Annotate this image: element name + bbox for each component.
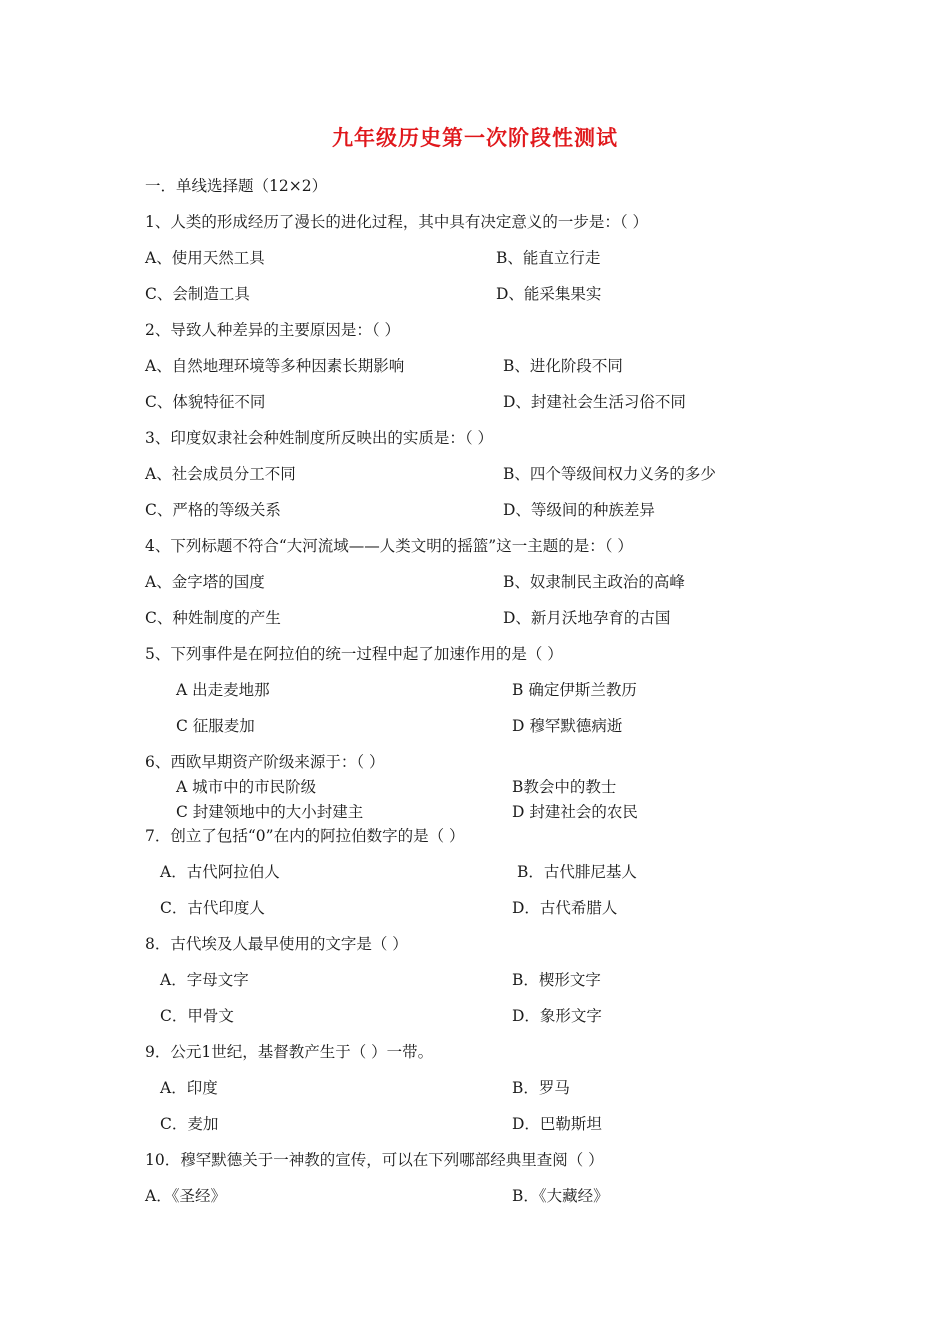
question-8-option-d: D．象形文字 bbox=[512, 1007, 602, 1025]
question-2-stem: 2、导致人种差异的主要原因是：（ ） bbox=[145, 321, 401, 339]
question-4-stem: 4、下列标题不符合“大河流域——人类文明的摇篮”这一主题的是：（ ） bbox=[145, 537, 633, 555]
question-4-option-a: A、金字塔的国度 bbox=[145, 573, 265, 591]
question-8-option-a: A．字母文字 bbox=[160, 971, 249, 989]
question-1-option-d: D、能采集果实 bbox=[496, 285, 602, 303]
question-4-option-c: C、种姓制度的产生 bbox=[145, 609, 281, 627]
question-6-option-c: C 封建领地中的大小封建主 bbox=[176, 803, 364, 821]
question-1-stem: 1、人类的形成经历了漫长的进化过程，其中具有决定意义的一步是：（ ） bbox=[145, 213, 649, 231]
question-3-option-b: B、四个等级间权力义务的多少 bbox=[503, 465, 716, 483]
question-7-option-d: D．古代希腊人 bbox=[512, 899, 618, 917]
question-6-option-d: D 封建社会的农民 bbox=[512, 803, 638, 821]
section-heading: 一．单线选择题（12×2） bbox=[145, 177, 328, 195]
question-2-option-d: D、封建社会生活习俗不同 bbox=[503, 393, 686, 411]
question-5-option-d: D 穆罕默德病逝 bbox=[512, 717, 623, 735]
question-6-option-a: A 城市中的市民阶级 bbox=[176, 778, 317, 796]
question-3-option-a: A、社会成员分工不同 bbox=[145, 465, 296, 483]
question-2-option-b: B、进化阶段不同 bbox=[503, 357, 623, 375]
question-7-option-b: B．古代腓尼基人 bbox=[517, 863, 637, 881]
question-9-option-b: B．罗马 bbox=[512, 1079, 570, 1097]
question-5-option-b: B 确定伊斯兰教历 bbox=[512, 681, 637, 699]
question-9-stem: 9．公元1世纪，基督教产生于（ ）一带。 bbox=[145, 1043, 434, 1061]
question-7-stem: 7．创立了包括“0”在内的阿拉伯数字的是（ ） bbox=[145, 827, 465, 845]
question-9-option-c: C．麦加 bbox=[160, 1115, 219, 1133]
question-9-option-a: A．印度 bbox=[160, 1079, 218, 1097]
question-9-option-d: D．巴勒斯坦 bbox=[512, 1115, 602, 1133]
question-4-option-b: B、奴隶制民主政治的高峰 bbox=[503, 573, 685, 591]
question-10-option-b: B．《大藏经》 bbox=[512, 1187, 609, 1205]
question-7-option-c: C．古代印度人 bbox=[160, 899, 265, 917]
question-1-option-b: B、能直立行走 bbox=[496, 249, 601, 267]
question-5-option-c: C 征服麦加 bbox=[176, 717, 255, 735]
question-4-option-d: D、新月沃地孕育的古国 bbox=[503, 609, 671, 627]
question-1-option-c: C、会制造工具 bbox=[145, 285, 250, 303]
question-8-option-b: B．楔形文字 bbox=[512, 971, 601, 989]
question-3-option-c: C、严格的等级关系 bbox=[145, 501, 281, 519]
question-10-stem: 10．穆罕默德关于一神教的宣传，可以在下列哪部经典里查阅（ ） bbox=[145, 1151, 604, 1169]
question-6-stem: 6、西欧早期资产阶级来源于：（ ） bbox=[145, 753, 385, 771]
question-6-option-b: B教会中的教士 bbox=[512, 778, 617, 796]
question-2-option-c: C、体貌特征不同 bbox=[145, 393, 266, 411]
question-3-option-d: D、等级间的种族差异 bbox=[503, 501, 655, 519]
question-2-option-a: A、自然地理环境等多种因素长期影响 bbox=[145, 357, 405, 375]
question-7-option-a: A．古代阿拉伯人 bbox=[160, 863, 280, 881]
question-5-stem: 5、下列事件是在阿拉伯的统一过程中起了加速作用的是（ ） bbox=[145, 645, 563, 663]
question-8-stem: 8．古代埃及人最早使用的文字是（ ） bbox=[145, 935, 408, 953]
question-8-option-c: C．甲骨文 bbox=[160, 1007, 234, 1025]
question-3-stem: 3、印度奴隶社会种姓制度所反映出的实质是：（ ） bbox=[145, 429, 494, 447]
question-5-option-a: A 出走麦地那 bbox=[176, 681, 270, 699]
question-1-option-a: A、使用天然工具 bbox=[145, 249, 265, 267]
question-10-option-a: A．《圣经》 bbox=[145, 1187, 226, 1205]
page-title: 九年级历史第一次阶段性测试 bbox=[332, 126, 618, 150]
